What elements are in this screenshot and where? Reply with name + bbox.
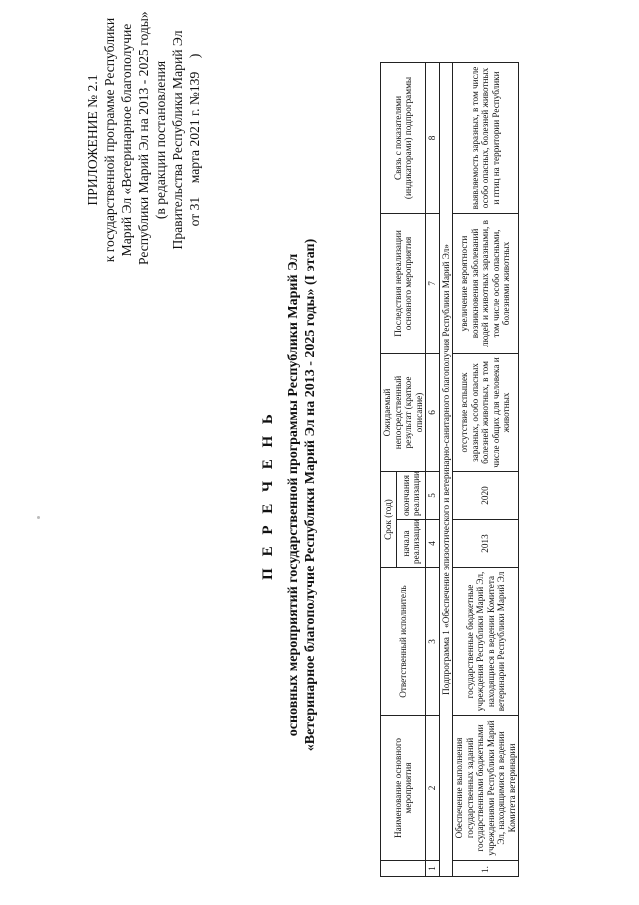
appendix-title: ПРИЛОЖЕНИЕ № 2.1	[85, 74, 100, 206]
measure-name: Обеспечение выполнения государственных заданий государственными бюджетными учреждениями Республики Марий Эл, находящимися в ведении Комитета ветеринарии	[453, 716, 519, 861]
column-number: 1	[426, 861, 440, 877]
row-number: 1.	[453, 861, 519, 877]
header-cell: Ответственный исполнитель	[381, 568, 426, 716]
column-number: 8	[426, 63, 440, 214]
appendix-line: к государственной программе Республики	[102, 17, 117, 263]
appendix-line: Республики Марий Эл на 2013 - 2025 годы»	[136, 11, 151, 265]
date-prefix: от	[187, 213, 202, 227]
measure-link: выявляемость заразных, в том числе особо опасных, болезней животных и птиц на территории Республики	[453, 63, 519, 214]
appendix-block	[84, 11, 203, 265]
measure-executor: государственные бюджетные учреждения Республики Марий Эл, находящиеся в ведении Комитета ветеринарии Республики Марий Эл	[453, 568, 519, 716]
appendix-date	[186, 15, 203, 265]
column-number: 5	[426, 472, 440, 520]
header-cell: окончания реализации	[397, 472, 426, 520]
date-day: 31	[187, 196, 202, 211]
subprogram-title: Подпрограмма 1 «Обеспечение эпизоотического и ветеринарно-санитарного благополучия Республики Марий Эл»	[439, 63, 453, 877]
measure-consequences: увеличение вероятности возникновения заболеваний людей и животных заразными, в том числе особо опасными, болезнями животных	[453, 214, 519, 354]
table-row	[453, 63, 519, 877]
header-cell: Связь с показателями (индикаторами) подпрограммы	[381, 63, 426, 214]
date-close: )	[187, 53, 202, 59]
measure-start: 2013	[453, 520, 519, 568]
header-cell: Наименование основного мероприятия	[381, 716, 426, 861]
measures-table	[380, 62, 519, 877]
column-number: 6	[426, 354, 440, 472]
appendix-line: (в редакции постановления	[153, 60, 168, 220]
appendix-line: Правительства Республики Марий Эл	[170, 30, 185, 250]
date-number: 139	[187, 71, 202, 93]
header-cell: Ожидаемый непосредственный результат (краткое описание)	[381, 354, 426, 472]
header-cell: Последствия нереализации основного мероприятия	[381, 214, 426, 354]
appendix-line: Марий Эл «Ветеринарное благополучие	[119, 23, 134, 257]
column-number: 2	[426, 716, 440, 861]
column-number: 3	[426, 568, 440, 716]
document-heading	[260, 175, 319, 815]
header-row	[381, 63, 397, 877]
measure-end: 2020	[453, 472, 519, 520]
header-cell: начала реализации	[397, 520, 426, 568]
column-number-row	[426, 63, 440, 877]
column-number: 7	[426, 214, 440, 354]
document-title: П Е Р Е Ч Е Н Ь	[260, 410, 276, 580]
header-cell	[381, 861, 426, 877]
date-month-year: марта 2021 г. №	[187, 92, 202, 184]
subprogram-row	[439, 63, 453, 877]
measure-result: отсутствие вспышек заразных, особо опасных болезней животных, в том числе общих для человека и животных	[453, 354, 519, 472]
header-cell: Срок (год)	[381, 472, 397, 568]
document-subtitle: «Ветеринарное благополучие Республики Марий Эл на 2013 - 2025 годы» (I этап)	[303, 238, 318, 752]
document-subtitle: основных мероприятий государственной программы Республики Марий Эл	[286, 253, 301, 737]
column-number: 4	[426, 520, 440, 568]
